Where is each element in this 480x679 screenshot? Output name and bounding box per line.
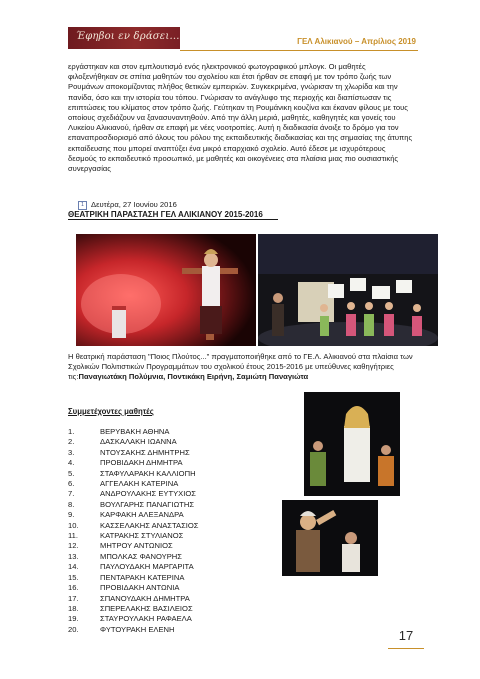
- list-item: 19. ΣΤΑΥΡΟΥΛΑΚΗ ΡΑΦΑΕΛΑ: [68, 614, 192, 624]
- caption-teachers: Παναγιωτάκη Πολύμνια, Ποντικάκη Ειρήνη, Σαμιώτη Παναγιώτα: [78, 372, 309, 382]
- issue-label: ΓΕΛ Αλικιανού – Απρίλιος 2019: [297, 37, 416, 46]
- list-item: 18. ΣΠΕΡΕΛΑΚΗΣ ΒΑΣΙΛΕΙΟΣ: [68, 603, 193, 613]
- photo-actor-arm-raised-art: [282, 500, 378, 576]
- intro-text: [68, 62, 413, 174]
- list-item: 12. ΜΗΤΡΟΥ ΑΝΤΩΝΙΟΣ: [68, 541, 173, 551]
- page-number: 17: [398, 628, 414, 643]
- list-item: 6. ΑΓΓΕΛΑΚΗ ΚΑΤΕΡΙΝΑ: [68, 479, 179, 489]
- list-item: 16. ΠΡΟΒΙΔΑΚΗ ΑΝΤΩΝΙΑ: [68, 583, 180, 593]
- list-item: 20. ΦΥΤΟΥΡΑΚΗ ΕΛΕΝΗ: [68, 624, 175, 634]
- list-item: 13. ΜΠΟΛΚΑΣ ΦΑΝΟΥΡΗΣ: [68, 551, 182, 561]
- list-item: 11. ΚΑΤΡΑΚΗΣ ΣΤΥΛΙΑΝΟΣ: [68, 531, 184, 541]
- section-title-text: ΘΕΑΤΡΙΚΗ ΠΑΡΑΣΤΑΣΗ ΓΕΛ ΑΛΙΚΙΑΝΟΥ: [68, 210, 223, 219]
- intro-paragraph: εργάστηκαν και στον εμπλουτισμό ενός ηλεκτρονικού φωτογραφικού μπλογκ. Οι μαθητές φιλοξενήθηκαν σε σπίτια μαθητών του σχολείου και έτσι ήρθαν σε επαφή με τον τρόπο ζωής των Ρουμάνων αποκομίζοντας πλήθος θετικών εμπειριών. Συγκεκριμένα, γνώρισαν τη χλωρίδα και την πανίδα, όσο και την ιστορία του τόπου. Γνώρισαν το ανάγλυφο της περιοχής και διαπίστωσαν τις επιπτώσεις του κλίματος στον τρόπο ζωής. Γεύτηκαν τη Ρουμάνικη κουζίνα και έκαναν φίλους με τους οποίους σχεδιάζουν να ξανασυναντηθούν. Από την άλλη μεριά, μαθητές, καθηγητές και γονείς του Λυκείου Αλικιανού, ήρθαν σε επαφή με νέες νοοτροπίες. Αυτή η διαδικασία άνοιξε το δρόμο για τον επαναπροσδιορισμό από όλους του ρόλου της εκπαιδευτικής διαδικασίας και της σημασίας της άτυπης εκπαίδευσης που μπορεί αναπτύξει ένα μικρό επαρχιακό σχολείο. Αυτό έδεσε με ισχυρότερους δεσμούς το εκπαιδευτικό προσωπικό, με μαθητές και οικογένειες στα πλαίσια μιας πιο ουσιαστικής συνεργασίας: [68, 62, 413, 174]
- photo-stage-red-smoke-art: [76, 234, 256, 346]
- student-list: [68, 427, 199, 635]
- list-item: 10. ΚΑΣΣΕΛΑΚΗΣ ΑΝΑΣΤΑΣΙΟΣ: [68, 520, 199, 530]
- title-underline: [68, 219, 278, 220]
- list-item: 15. ΠΕΝΤΑΡΑΚΗ ΚΑΤΕΡΙΝΑ: [68, 572, 185, 582]
- list-item: 7. ΑΝΔΡΟΥΛΑΚΗΣ ΕΥΤΥΧΙΟΣ: [68, 489, 196, 499]
- section-year: 2015-2016: [224, 210, 263, 219]
- list-item: 1. ΒΕΡΥΒΑΚΗ ΑΘΗΝΑ: [68, 427, 170, 436]
- page-number-underline: [388, 648, 424, 649]
- list-item: 5. ΣΤΑΦΥΛΑΡΑΚΗ ΚΑΛΛΙΟΠΗ: [68, 468, 196, 478]
- list-item: 9. ΚΑΡΦΑΚΗ ΑΛΕΞΑΝΔΡΑ: [68, 510, 184, 520]
- calendar-icon: 1: [78, 201, 87, 210]
- list-item: 17. ΣΠΑΝΟΥΔΑΚΗ ΔΗΜΗΤΡΑ: [68, 593, 190, 603]
- participants-heading: Συμμετέχοντες μαθητές: [68, 407, 154, 416]
- list-item: 3. ΝΤΟΥΣΑΚΗΣ ΔΗΜΗΤΡΗΣ: [68, 447, 190, 457]
- header-divider: [180, 50, 418, 51]
- section-title: [68, 210, 263, 219]
- photo-stage-group-signs: [258, 234, 438, 346]
- photo-caption: [68, 352, 428, 383]
- photo-stage-group-signs-art: [258, 234, 438, 346]
- list-item: 4. ΠΡΟΒΙΔΑΚΗ ΔΗΜΗΤΡΑ: [68, 458, 183, 468]
- list-item: 14. ΠΑΥΛΟΥΔΑΚΗ ΜΑΡΓΑΡΙΤΑ: [68, 562, 194, 572]
- photo-stage-red-smoke: [76, 234, 256, 346]
- date-text: Δευτέρα, 27 Ιουνίου 2016: [91, 200, 177, 209]
- photo-actress-white-robe: [304, 392, 400, 496]
- banner-title: Έφηβοι εν δράσει...: [76, 31, 180, 42]
- caption-text: Η θεατρική παράσταση "Ποιος Πλούτος..." πραγματοποιήθηκε από το ΓΕ.Λ. Αλικιανού στα πλαίσια των Σχολικών Πολιτιστικών Προγραμμάτων του σχολικού έτους 2015-2016 με υπεύθυνες καθηγήτριες τις:: [68, 352, 413, 382]
- list-item: 2. ΔΑΣΚΑΛΑΚΗ ΙΩΑΝΝΑ: [68, 437, 177, 447]
- date-line: [78, 200, 177, 210]
- header-banner: [68, 27, 180, 49]
- list-item: 8. ΒΟΥΛΓΑΡΗΣ ΠΑΝΑΓΙΩΤΗΣ: [68, 499, 195, 509]
- photo-actress-white-robe-art: [304, 392, 400, 496]
- photo-actor-arm-raised: [282, 500, 378, 576]
